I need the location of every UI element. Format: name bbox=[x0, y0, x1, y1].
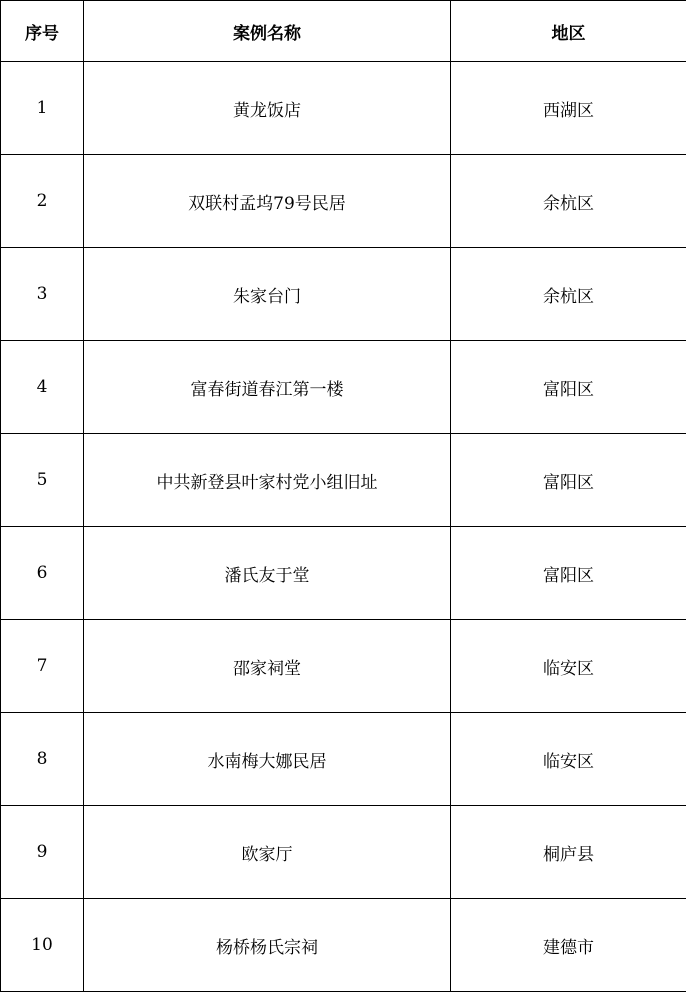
row-case-name: 黄龙饭店 bbox=[84, 62, 451, 155]
row-district: 桐庐县 bbox=[451, 806, 686, 899]
row-number: 9 bbox=[1, 806, 84, 899]
header-number: 序号 bbox=[1, 1, 84, 62]
row-number: 3 bbox=[1, 248, 84, 341]
row-number: 1 bbox=[1, 62, 84, 155]
row-district: 建德市 bbox=[451, 899, 686, 992]
table-row bbox=[1, 341, 686, 434]
row-district: 富阳区 bbox=[451, 341, 686, 434]
table-row bbox=[1, 434, 686, 527]
row-number: 4 bbox=[1, 341, 84, 434]
row-number: 8 bbox=[1, 713, 84, 806]
row-case-name: 朱家台门 bbox=[84, 248, 451, 341]
row-district: 西湖区 bbox=[451, 62, 686, 155]
row-district: 余杭区 bbox=[451, 248, 686, 341]
row-case-name: 邵家祠堂 bbox=[84, 620, 451, 713]
row-case-name: 水南梅大娜民居 bbox=[84, 713, 451, 806]
table-row bbox=[1, 155, 686, 248]
row-district: 临安区 bbox=[451, 620, 686, 713]
table-row bbox=[1, 899, 686, 992]
table-row bbox=[1, 713, 686, 806]
table-row bbox=[1, 248, 686, 341]
row-number: 6 bbox=[1, 527, 84, 620]
row-district: 富阳区 bbox=[451, 527, 686, 620]
table-row bbox=[1, 806, 686, 899]
header-case-name: 案例名称 bbox=[84, 1, 451, 62]
row-case-name: 潘氏友于堂 bbox=[84, 527, 451, 620]
row-case-name: 杨桥杨氏宗祠 bbox=[84, 899, 451, 992]
row-district: 富阳区 bbox=[451, 434, 686, 527]
row-case-name: 双联村孟坞79号民居 bbox=[84, 155, 451, 248]
row-number: 10 bbox=[1, 899, 84, 992]
header-district: 地区 bbox=[451, 1, 686, 62]
table-row bbox=[1, 527, 686, 620]
row-number: 7 bbox=[1, 620, 84, 713]
row-number: 5 bbox=[1, 434, 84, 527]
row-number: 2 bbox=[1, 155, 84, 248]
table-header-row bbox=[1, 1, 686, 62]
row-district: 余杭区 bbox=[451, 155, 686, 248]
row-case-name: 富春街道春江第一楼 bbox=[84, 341, 451, 434]
row-case-name: 中共新登县叶家村党小组旧址 bbox=[84, 434, 451, 527]
row-case-name: 欧家厅 bbox=[84, 806, 451, 899]
row-district: 临安区 bbox=[451, 713, 686, 806]
table-row bbox=[1, 620, 686, 713]
table-row bbox=[1, 62, 686, 155]
